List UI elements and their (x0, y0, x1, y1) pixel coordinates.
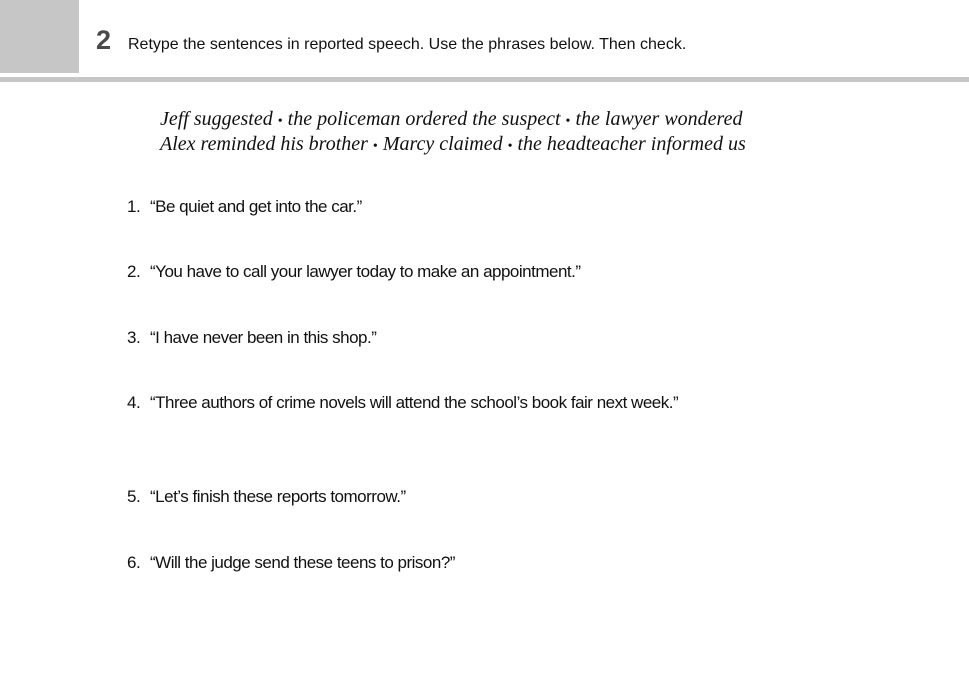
bullet-separator: • (507, 139, 513, 154)
sentence-item (127, 392, 678, 414)
sentence-number: 2. (127, 262, 141, 281)
sentence-item (127, 261, 581, 283)
sentence-text: “I have never been in this shop.” (150, 328, 377, 347)
sentence-number: 4. (127, 393, 141, 412)
header-accent-block (0, 0, 79, 73)
phrase: the lawyer wondered (575, 108, 743, 130)
phrase: Jeff suggested (160, 108, 273, 130)
sentence-text: “Will the judge send these teens to prison?” (150, 553, 455, 572)
sentence-text: “Let’s finish these reports tomorrow.” (150, 487, 406, 506)
sentence-number: 5. (127, 487, 141, 506)
sentence-item (127, 552, 455, 574)
phrase: the policeman ordered the suspect (287, 108, 561, 130)
sentence-text: “Three authors of crime novels will attend the school’s book fair next week.” (150, 393, 679, 412)
sentence-text: “You have to call your lawyer today to make an appointment.” (150, 262, 581, 281)
bullet-separator: • (565, 114, 571, 129)
sentence-item (127, 486, 406, 508)
exercise-instruction: Retype the sentences in reported speech. Use the phrases below. Then check. (128, 36, 687, 53)
sentence-item (127, 196, 362, 218)
bullet-separator: • (372, 139, 378, 154)
phrase: the headteacher informed us (517, 133, 746, 155)
sentence-number: 3. (127, 328, 141, 347)
sentence-list (127, 0, 927, 691)
sentence-number: 6. (127, 553, 141, 572)
sentence-number: 1. (127, 197, 141, 216)
sentence-text: “Be quiet and get into the car.” (150, 197, 362, 216)
exercise-number: 2 (96, 25, 112, 55)
phrase: Marcy claimed (382, 133, 503, 155)
sentence-item (127, 327, 376, 349)
bullet-separator: • (277, 114, 283, 129)
phrase: Alex reminded his brother (160, 133, 368, 155)
